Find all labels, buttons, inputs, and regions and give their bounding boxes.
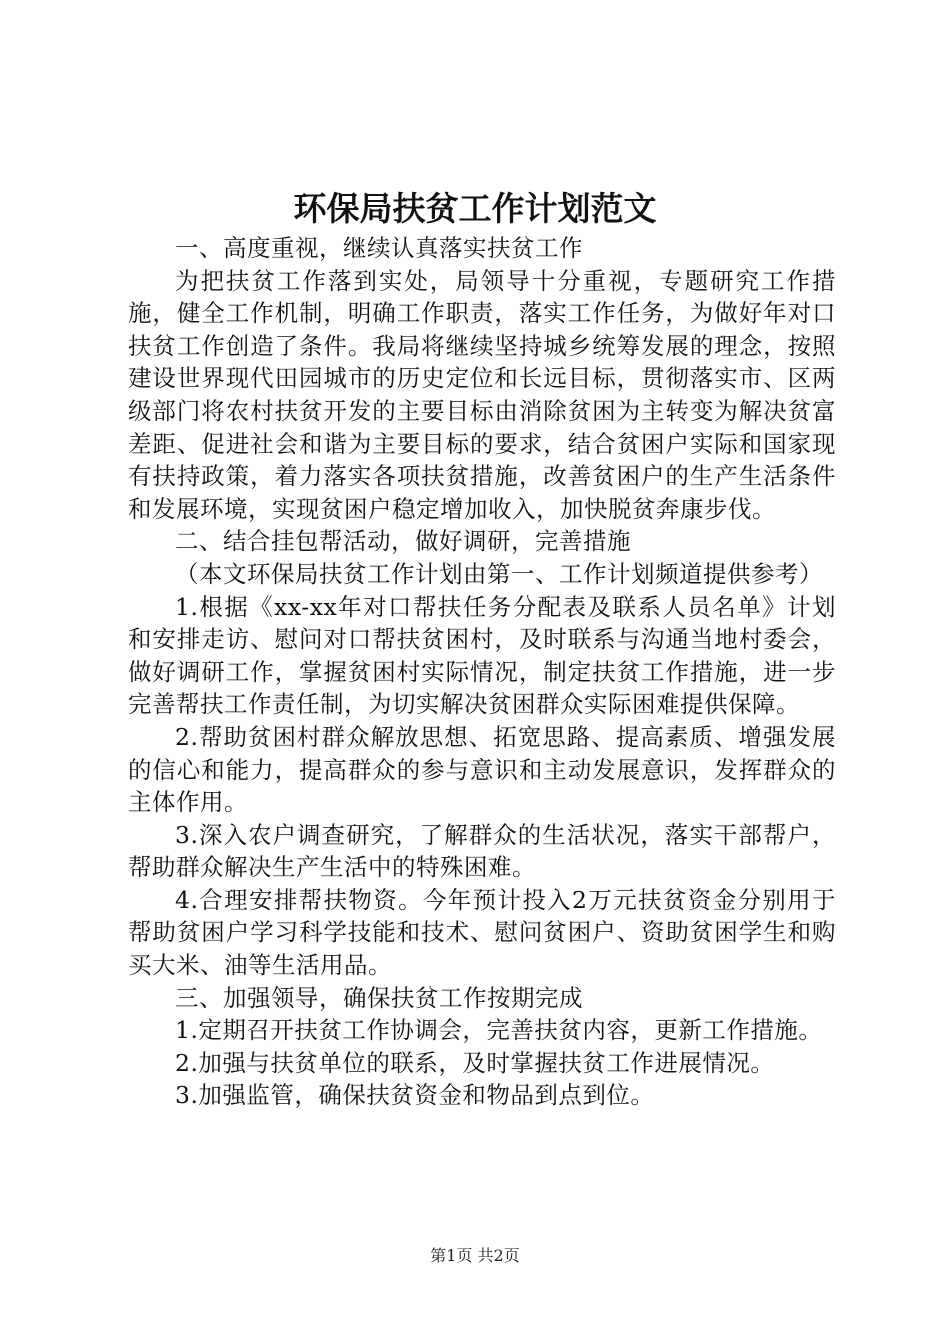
- document-body: [128, 232, 836, 1112]
- list-item-3-1: 1.定期召开扶贫工作协调会，完善扶贫内容，更新工作措施。: [175, 1016, 823, 1045]
- list-item-3-3: 3.加强监管，确保扶贫资金和物品到点到位。: [175, 1081, 655, 1110]
- list-item-3-2: 2.加强与扶贫单位的联系，及时掌握扶贫工作进展情况。: [175, 1048, 775, 1077]
- page-number-footer: 第1页 共2页: [430, 1246, 520, 1265]
- list-item-2-4: 4.合理安排帮扶物资。今年预计投入2万元扶贫资金分别用于帮助贫困户学习科学技能和技术、慰问贫困户、资助贫困学生和购买大米、油等生活用品。: [128, 885, 836, 980]
- document-title: 环保局扶贫工作计划范文: [293, 189, 657, 228]
- section-heading-2: 二、结合挂包帮活动，做好调研，完善措施: [175, 527, 631, 556]
- list-item-2-2: 2.帮助贫困村群众解放思想、拓宽思路、提高素质、增强发展的信心和能力，提高群众的参与意识和主动发展意识，发挥群众的主体作用。: [128, 722, 836, 817]
- section-heading-1: 一、高度重视，继续认真落实扶贫工作: [175, 234, 583, 262]
- list-item-2-1: 1.根据《xx-xx年对口帮扶任务分配表及联系人员名单》计划和安排走访、慰问对口帮扶贫困村，及时联系与沟通当地村委会，做好调研工作，掌握贫困村实际情况，制定扶贫工作措施，进一步完善帮扶工作责任制，为切实解决贫困群众实际困难提供保障。: [128, 592, 836, 719]
- list-item-2-3: 3.深入农户调查研究，了解群众的生活状况，落实干部帮户，帮助群众解决生产生活中的特殊困难。: [128, 820, 836, 882]
- source-note: （本文环保局扶贫工作计划由第一、工作计划频道提供参考）: [175, 559, 823, 588]
- paragraph-intro: 为把扶贫工作落到实处，局领导十分重视，专题研究工作措施，健全工作机制，明确工作职责，落实工作任务，为做好年对口扶贫工作创造了条件。我局将继续坚持城乡统筹发展的理念，按照建设世界现代田园城市的历史定位和长远目标，贯彻落实市、区两级部门将农村扶贫开发的主要目标由消除贫困为主转变为解决贫富差距、促进社会和谐为主要目标的要求，结合贫困户实际和国家现有扶持政策，着力落实各项扶贫措施，改善贫困户的生产生活条件和发展环境，实现贫困户稳定增加收入，加快脱贫奔康步伐。: [128, 266, 836, 523]
- section-heading-3: 三、加强领导，确保扶贫工作按期完成: [175, 983, 583, 1012]
